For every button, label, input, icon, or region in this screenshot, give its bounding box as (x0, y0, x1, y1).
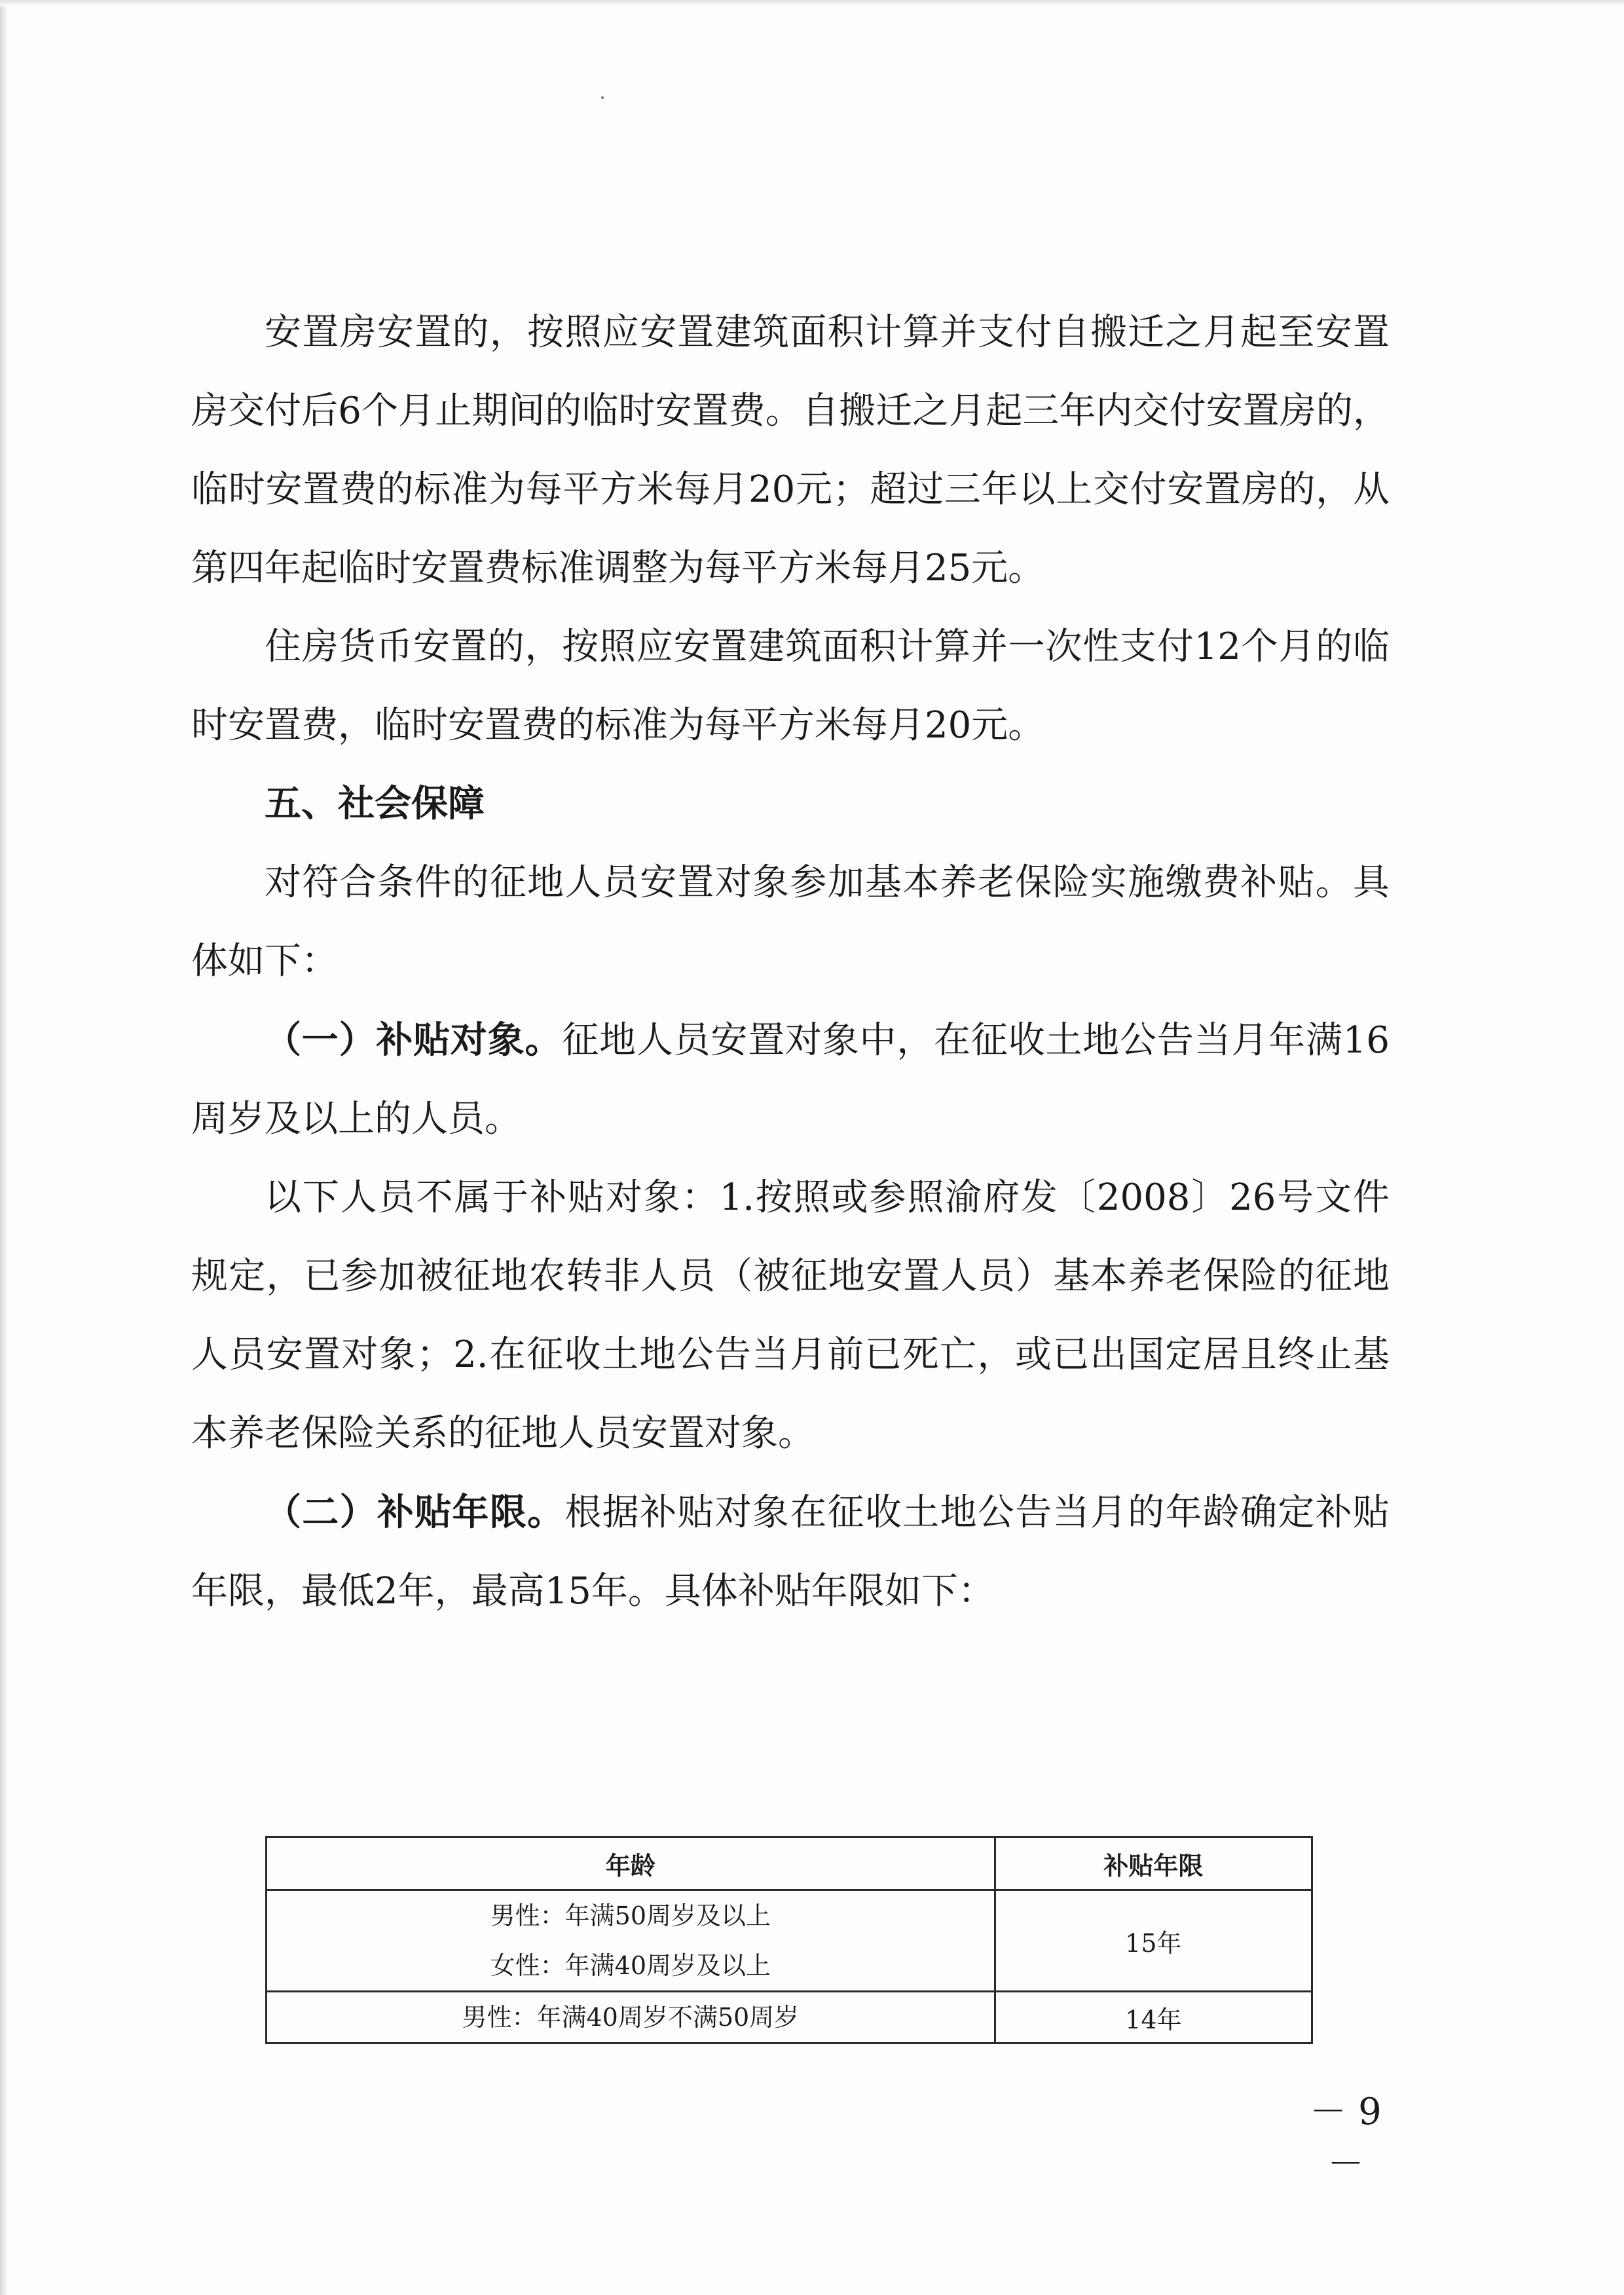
subsidy-target-lead: （一）补贴对象。 (265, 1018, 563, 1062)
paragraph-subsidy-target (191, 1001, 1390, 1159)
subsidy-years-table (265, 1836, 1313, 2044)
table (265, 1836, 1313, 2044)
cell-years: 15年 (995, 1890, 1312, 1992)
section-heading-social-security: 五、社会保障 (265, 783, 485, 825)
subsidy-years-lead: （二）补贴年限。 (265, 1491, 565, 1534)
scan-left-edge (0, 0, 8, 2295)
scan-speck (601, 96, 604, 99)
subsidy-years-text: 根据补贴对象在征收土地公告当月的年龄确定补贴年限，最低2年，最高15年。具体补贴年限如下： (191, 1491, 1390, 1613)
table-row (267, 1890, 1312, 1992)
cell-age-line: 女性：年满40周岁及以上 (490, 1951, 771, 1980)
cell-age-line: 男性：年满50周岁及以上 (490, 1901, 771, 1930)
paragraph-monetary-resettlement: 住房货币安置的，按照应安置建筑面积计算并一次性支付12个月的临时安置费，临时安置费的标准为每平方米每月20元。 (191, 625, 1390, 747)
header-subsidy-years: 补贴年限 (995, 1837, 1312, 1890)
table-row (267, 1992, 1312, 2043)
cell-age (267, 1890, 995, 1992)
body-text (191, 293, 1390, 1631)
page-number: － 9 － (1310, 2091, 1382, 2186)
scan-top-edge (0, 0, 1624, 7)
paragraph-subsidy-intro: 对符合条件的征地人员安置对象参加基本养老保险实施缴费补贴。具体如下： (191, 861, 1390, 982)
cell-age-line: 男性：年满40周岁不满50周岁 (462, 2003, 800, 2032)
paragraph-resettlement-housing: 安置房安置的，按照应安置建筑面积计算并支付自搬迁之月起至安置房交付后6个月止期间的临时安置费。自搬迁之月起三年内交付安置房的，临时安置费的标准为每平方米每月20元；超过三年以上交付安置房的，从第四年起临时安置费标准调整为每平方米每月25元。 (191, 311, 1390, 589)
paragraph-excluded-persons: 以下人员不属于补贴对象：1.按照或参照渝府发〔2008〕26号文件规定，已参加被征地农转非人员（被征地安置人员）基本养老保险的征地人员安置对象；2.在征收土地公告当月前已死亡，或已出国定居且终止基本养老保险关系的征地人员安置对象。 (191, 1176, 1390, 1455)
table-header-row (267, 1837, 1312, 1890)
subsidy-target-text: 征地人员安置对象中，在征收土地公告当月年满16周岁及以上的人员。 (191, 1019, 1390, 1140)
cell-age (267, 1992, 995, 2043)
header-age: 年龄 (267, 1837, 995, 1890)
paragraph-subsidy-years (191, 1473, 1390, 1631)
cell-years: 14年 (995, 1992, 1312, 2043)
